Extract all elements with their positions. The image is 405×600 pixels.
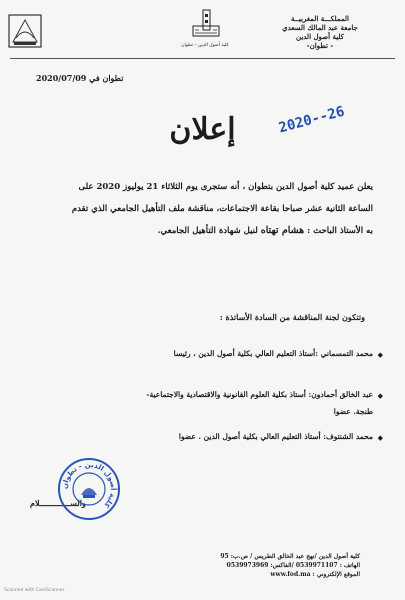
- header-divider: [10, 58, 395, 59]
- closing-salutation: والســـــــــــــلام: [30, 498, 86, 508]
- institution-line: المملكـــة المغربيــة: [291, 14, 349, 23]
- body-line-suffix: لنيل شهادة التأهيل الجامعي.: [157, 226, 261, 236]
- member-text: محمد التمسماني :أستاذ التعليم العالي بكلية أصول الدين ، رئيسا: [173, 349, 373, 358]
- bullet-icon: ◆: [377, 391, 383, 400]
- footer-phone: الهاتف : 0539971107 /الفاكس: 0539973969: [226, 562, 360, 569]
- member-text: عبد الخالق أحمادون: أستاذ بكلية العلوم القانونية والاقتصادية والاجتماعية-: [146, 390, 373, 399]
- minaret-logo-icon: [185, 8, 225, 38]
- official-stamp: [57, 457, 121, 521]
- committee-member: [146, 386, 383, 420]
- institution-header: [255, 14, 385, 50]
- committee-intro: وتتكون لجنة المناقشة من السادة الأساتذة :: [219, 312, 365, 322]
- university-emblem: [6, 12, 44, 50]
- institution-line: جامعة عبد المالك السعدي: [282, 23, 358, 32]
- committee-member: [178, 432, 383, 442]
- body-line: الساعة الثانية عشر صباحا بقاعة الاجتماعات، مناقشة ملف التأهيل الجامعي الذي تقدم: [71, 204, 373, 214]
- logo-caption: كلية أصول الدين – تطوان: [181, 43, 229, 48]
- announcement-title: إعلان: [169, 112, 236, 147]
- stamp-text: كلية أصول الدين - تطوان: [60, 460, 118, 510]
- body-line-prefix: به الأستاذ الباحث :: [304, 226, 373, 236]
- bullet-icon: ◆: [377, 350, 383, 359]
- candidate-name: هشام تهتاه: [260, 225, 305, 236]
- body-line: يعلن عميد كلية أصول الدين بتطوان ، أنه ستجرى يوم الثلاثاء 21 يوليوز 2020 على: [78, 182, 373, 192]
- institution-line: - تطوان-: [306, 41, 334, 50]
- university-emblem-icon: [6, 12, 44, 50]
- footer-address: كلية أصول الدين /نهج عبد الخالق الطريس / ص.ب: 95: [220, 553, 360, 560]
- committee-member: [173, 349, 383, 359]
- member-text: محمد الشنتوف: أستاذ التعليم العالي بكلية أصول الدين . عضوا: [178, 432, 373, 441]
- page-footer: [130, 552, 360, 579]
- footer-website: الموقع الإلكتروني : www.fod.ma: [270, 571, 360, 578]
- scanner-watermark: Scanned with CamScanner: [4, 588, 65, 593]
- handwritten-reference: 2020--26: [277, 103, 347, 137]
- member-text: طنجة. عضوا: [333, 407, 373, 416]
- bullet-icon: ◆: [377, 433, 383, 442]
- announcement-body: [28, 176, 373, 242]
- body-line: [28, 220, 373, 242]
- document-date: تطوان في 2020/07/09: [36, 73, 124, 83]
- stamp-seal-icon: [57, 457, 121, 521]
- institution-line: كلية أصول الدين: [295, 32, 344, 41]
- faculty-logo: [160, 8, 250, 48]
